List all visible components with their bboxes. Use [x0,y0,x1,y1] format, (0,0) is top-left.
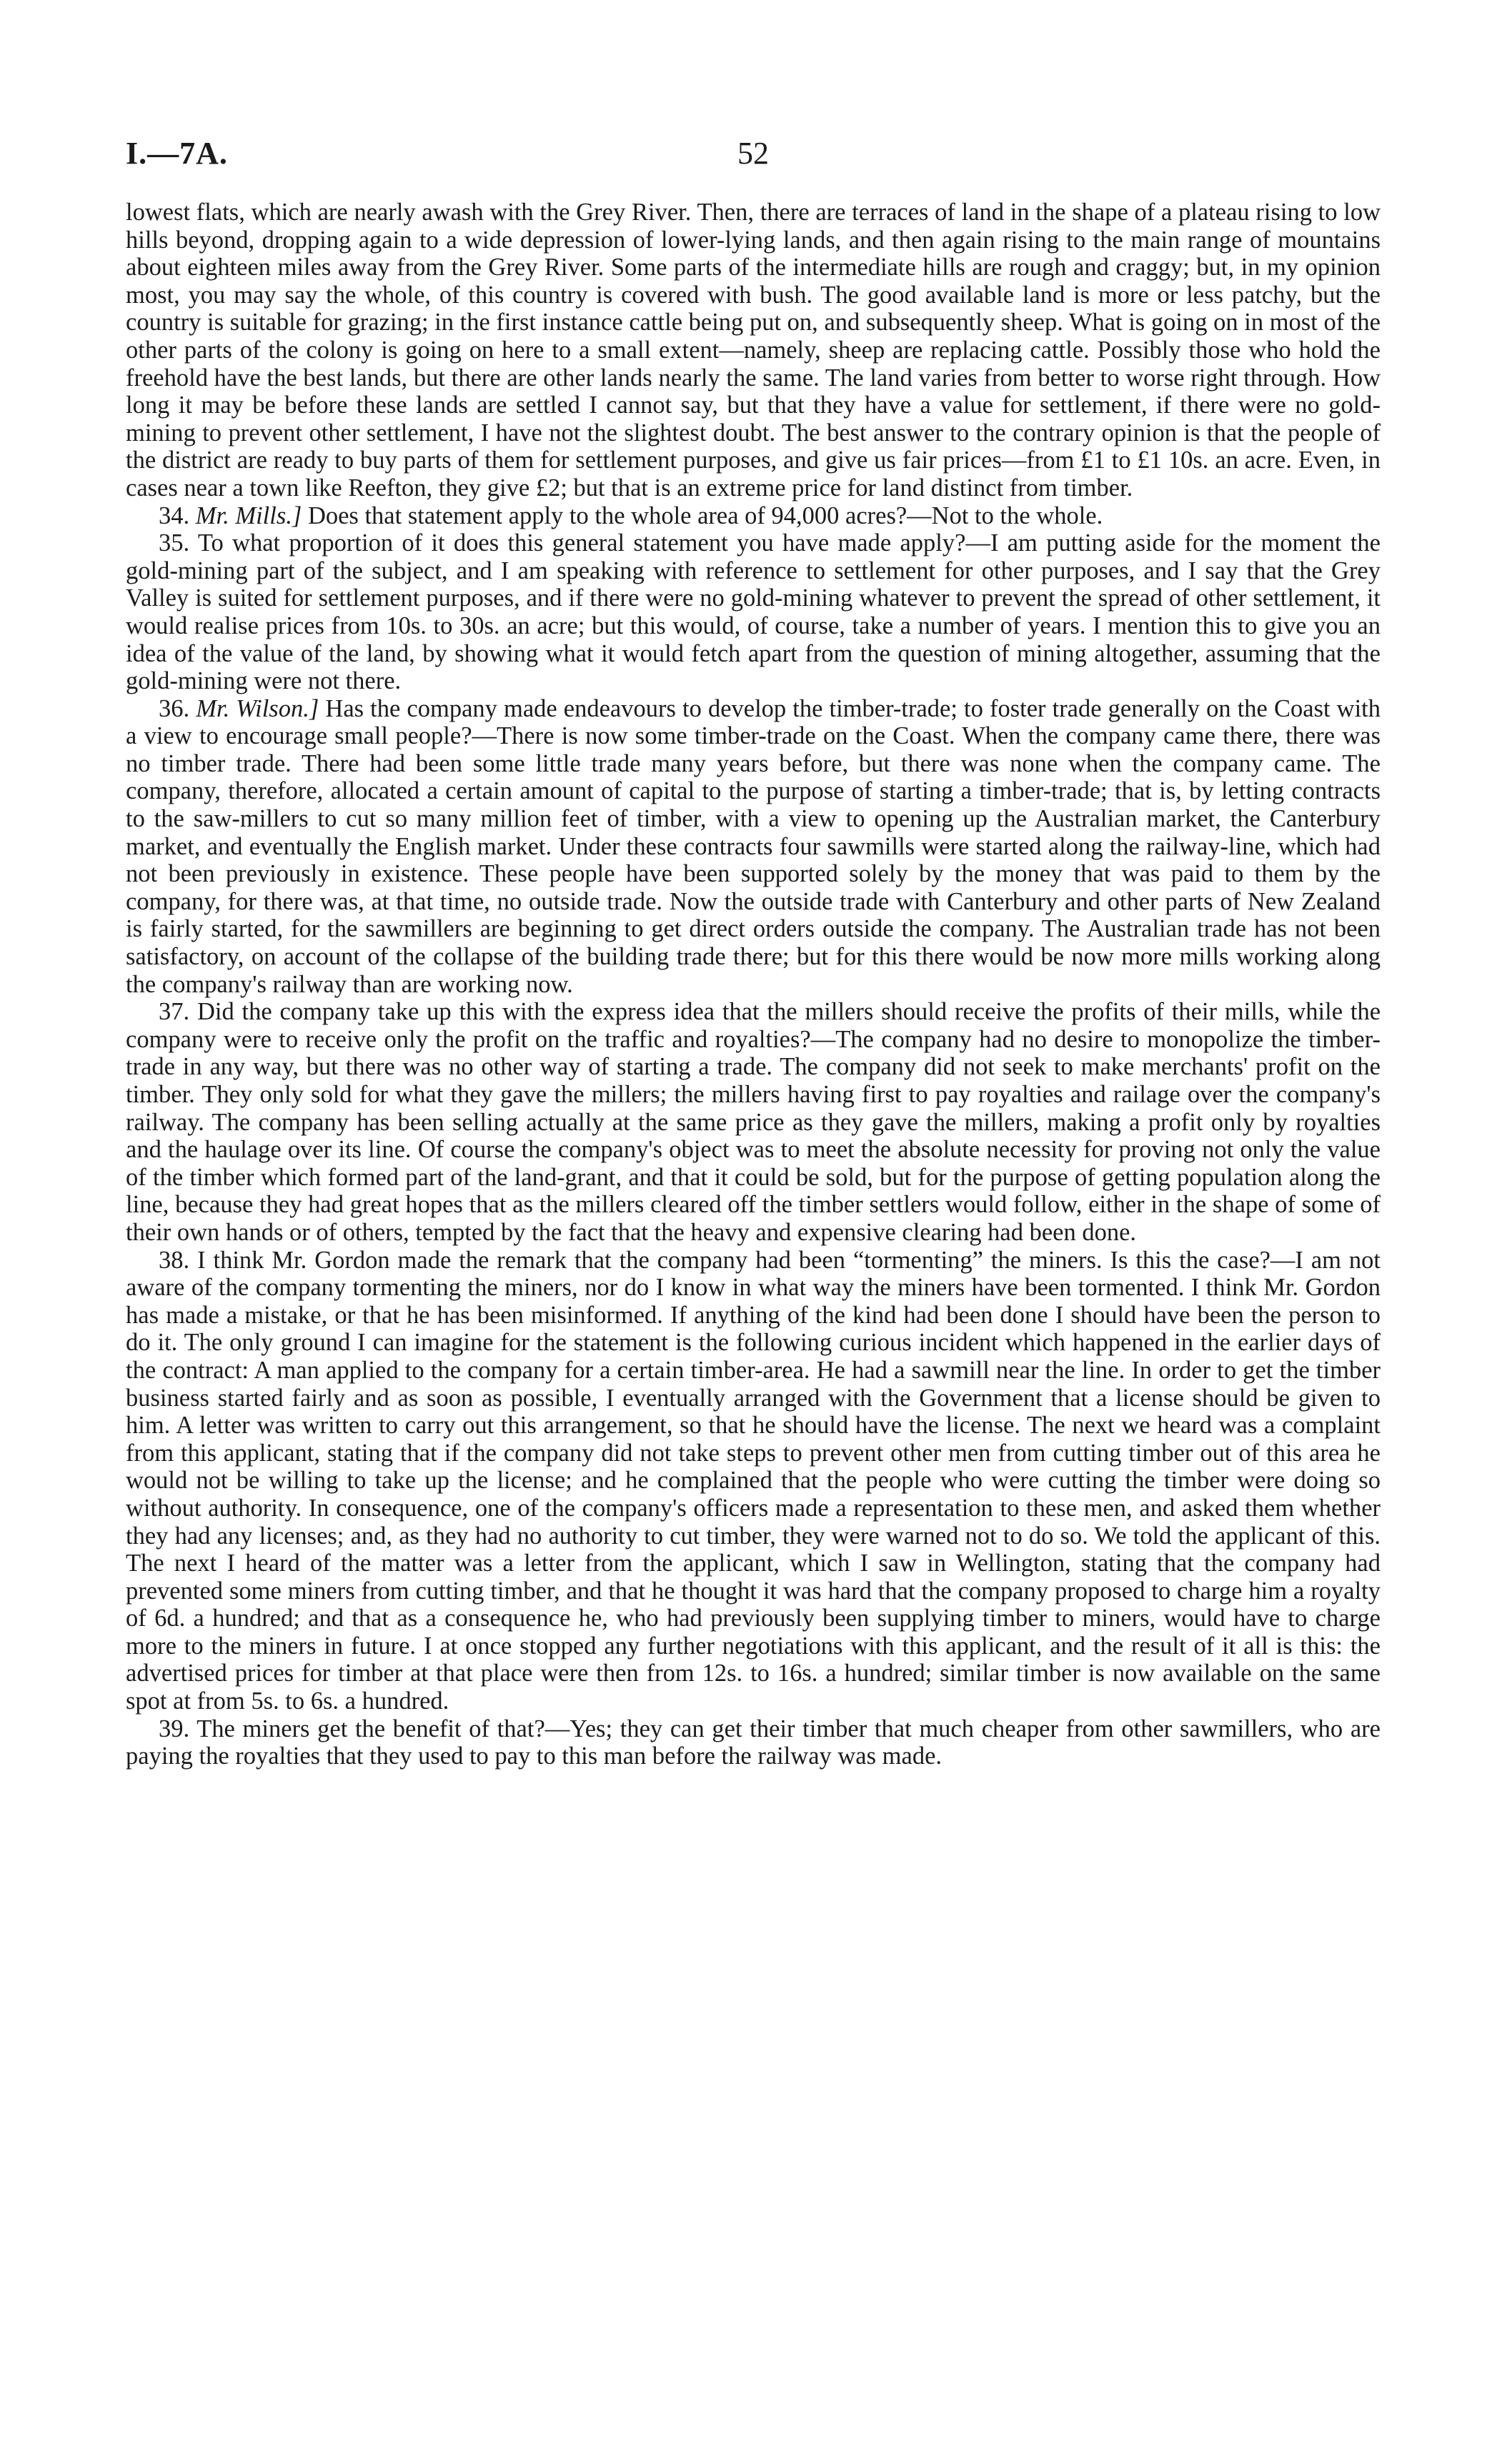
paragraph-continuation [126,199,1381,502]
question-number: 34. [159,502,190,529]
question-number: 37. [159,998,190,1026]
question-38 [126,1247,1381,1715]
speaker-name: Mr. Mills.] [195,502,302,529]
page-header [126,129,1381,179]
question-text: Does that statement apply to the whole area of 94,000 acres?—Not to the whole. [307,502,1103,529]
paragraph-text: lowest flats, which are nearly awash with the Grey River. Then, there are terraces of land in the shape of a plateau rising to low hills beyond, dropping again to a wide depression of lower-lying lands, and then again rising to the main range of mountains about eighteen miles away from the Grey River. Some parts of the intermediate hills are rough and craggy; but, in my opinion most, you may say the whole, of this country is covered with bush. The good available land is more or less patchy, but the country is suitable for grazing; in the first instance cattle being put on, and subsequently sheep. What is going on in most of the other parts of the colony is going on here to a small extent—namely, sheep are replacing cattle. Possibly those who hold the freehold have the best lands, but there are other lands nearly the same. The land varies from better to worse right through. How long it may be before these lands are settled I cannot say, but that they have a value for settlement, if there were no gold-mining to prevent other settlement, I have not the slightest doubt. The best answer to the contrary opinion is that the people of the district are ready to buy parts of them for settlement purposes, and give us fair prices—from £1 to £1 10s. an acre. Even, in cases near a town like Reefton, they give £2; but that is an extreme price for land distinct from timber. [126,199,1381,502]
question-number: 36. [159,694,190,722]
question-text: Did the company take up this with the express idea that the millers should receive the profits of their mills, while the company were to receive only the profit on the traffic and royalties?—The company had no desire to monopolize the timber-trade in any way, but there was no other way of starting a trade. The company did not seek to make merchants' profit on the timber. They only sold for what they gave the millers; the millers having first to pay royalties and railage over the company's railway. The company has been selling actually at the same price as they gave the millers, making a profit only by royalties and the haulage over its line. Of course the company's object was to meet the absolute necessity for proving not only the value of the timber which formed part of the land-grant, and that it could be sold, but for the purpose of getting population along the line, because they had great hopes that as the millers cleared off the timber settlers would follow, either in the shape of some of their own hands or of others, tempted by the fact that the heavy and expensive clearing had been done. [126,998,1381,1246]
page-number: 52 [737,136,769,171]
page-body [126,199,1381,1770]
question-text: The miners get the benefit of that?—Yes; they can get their timber that much cheaper from other sawmillers, who are paying the royalties that they used to pay to this man before the railway was made. [126,1715,1381,1770]
document-reference: I.—7A. [126,136,228,171]
question-34 [126,502,1381,530]
document-page [126,129,1381,1770]
speaker-name: Mr. Wilson.] [196,694,319,722]
question-number: 39. [159,1715,190,1742]
question-text: To what proportion of it does this general statement you have made apply?—I am putting aside for the moment the gold-mining part of the subject, and I am speaking with reference to settlement for other purposes, and I say that the Grey Valley is suited for settlement purposes, and if there were no gold-mining whatever to prevent the spread of other settlement, it would realise prices from 10s. to 30s. an acre; but this would, of course, take a number of years. I mention this to give you an idea of the value of the land, by showing what it would fetch apart from the question of mining altogether, assuming that the gold-mining were not there. [126,529,1381,695]
question-text: Has the company made endeavours to develop the timber-trade; to foster trade generally on the Coast with a view to encourage small people?—There is now some timber-trade on the Coast. When the company came there, there was no timber trade. There had been some little trade many years before, but there was none when the company came. The company, therefore, allocated a certain amount of capital to the purpose of starting a timber-trade; that is, by letting contracts to the saw-millers to cut so many million feet of timber, with a view to opening up the Australian market, the Canterbury market, and eventually the English market. Under these contracts four sawmills were started along the railway-line, which had not been previously in existence. These people have been supported solely by the money that was paid to them by the company, for there was, at that time, no outside trade. Now the outside trade with Canterbury and other parts of New Zealand is fairly started, for the sawmillers are beginning to get direct orders outside the company. The Australian trade has not been satisfactory, on account of the collapse of the building trade there; but for this there would be now more mills working along the company's railway than are working now. [126,694,1381,998]
question-text: I think Mr. Gordon made the remark that the company had been “tormenting” the miners. Is this the case?—I am not aware of the company tormenting the miners, nor do I know in what way the miners have been tormented. I think Mr. Gordon has made a mistake, or that he has been misinformed. If anything of the kind had been done I should have been the person to do it. The only ground I can imagine for the statement is the following curious incident which happened in the earlier days of the contract: A man applied to the company for a certain timber-area. He had a sawmill near the line. In order to get the timber business started fairly and as soon as possible, I eventually arranged with the Government that a license should be given to him. A letter was written to carry out this arrangement, so that he should have the license. The next we heard was a complaint from this applicant, stating that if the company did not take steps to prevent other men from cutting timber out of this area he would not be willing to take up the license; and he complained that the people who were cutting the timber were doing so without authority. In consequence, one of the company's officers made a representation to these men, and asked them whether they had any licenses; and, as they had no authority to cut timber, they were warned not to do so. We told the applicant of this. The next I heard of the matter was a letter from the applicant, which I saw in Wellington, stating that the company had prevented some miners from cutting timber, and that he thought it was hard that the company proposed to charge him a royalty of 6d. a hundred; and that as a consequence he, who had previously been supplying timber to miners, would have to charge more to the miners in future. I at once stopped any further negotiations with this applicant, and the result of it all is this: the advertised prices for timber at that place were then from 12s. to 16s. a hundred; similar timber is now available on the same spot at from 5s. to 6s. a hundred. [126,1246,1381,1715]
question-number: 35. [159,529,190,557]
question-35 [126,529,1381,695]
question-37 [126,998,1381,1246]
question-36 [126,695,1381,999]
question-39 [126,1715,1381,1770]
question-number: 38. [159,1246,190,1274]
